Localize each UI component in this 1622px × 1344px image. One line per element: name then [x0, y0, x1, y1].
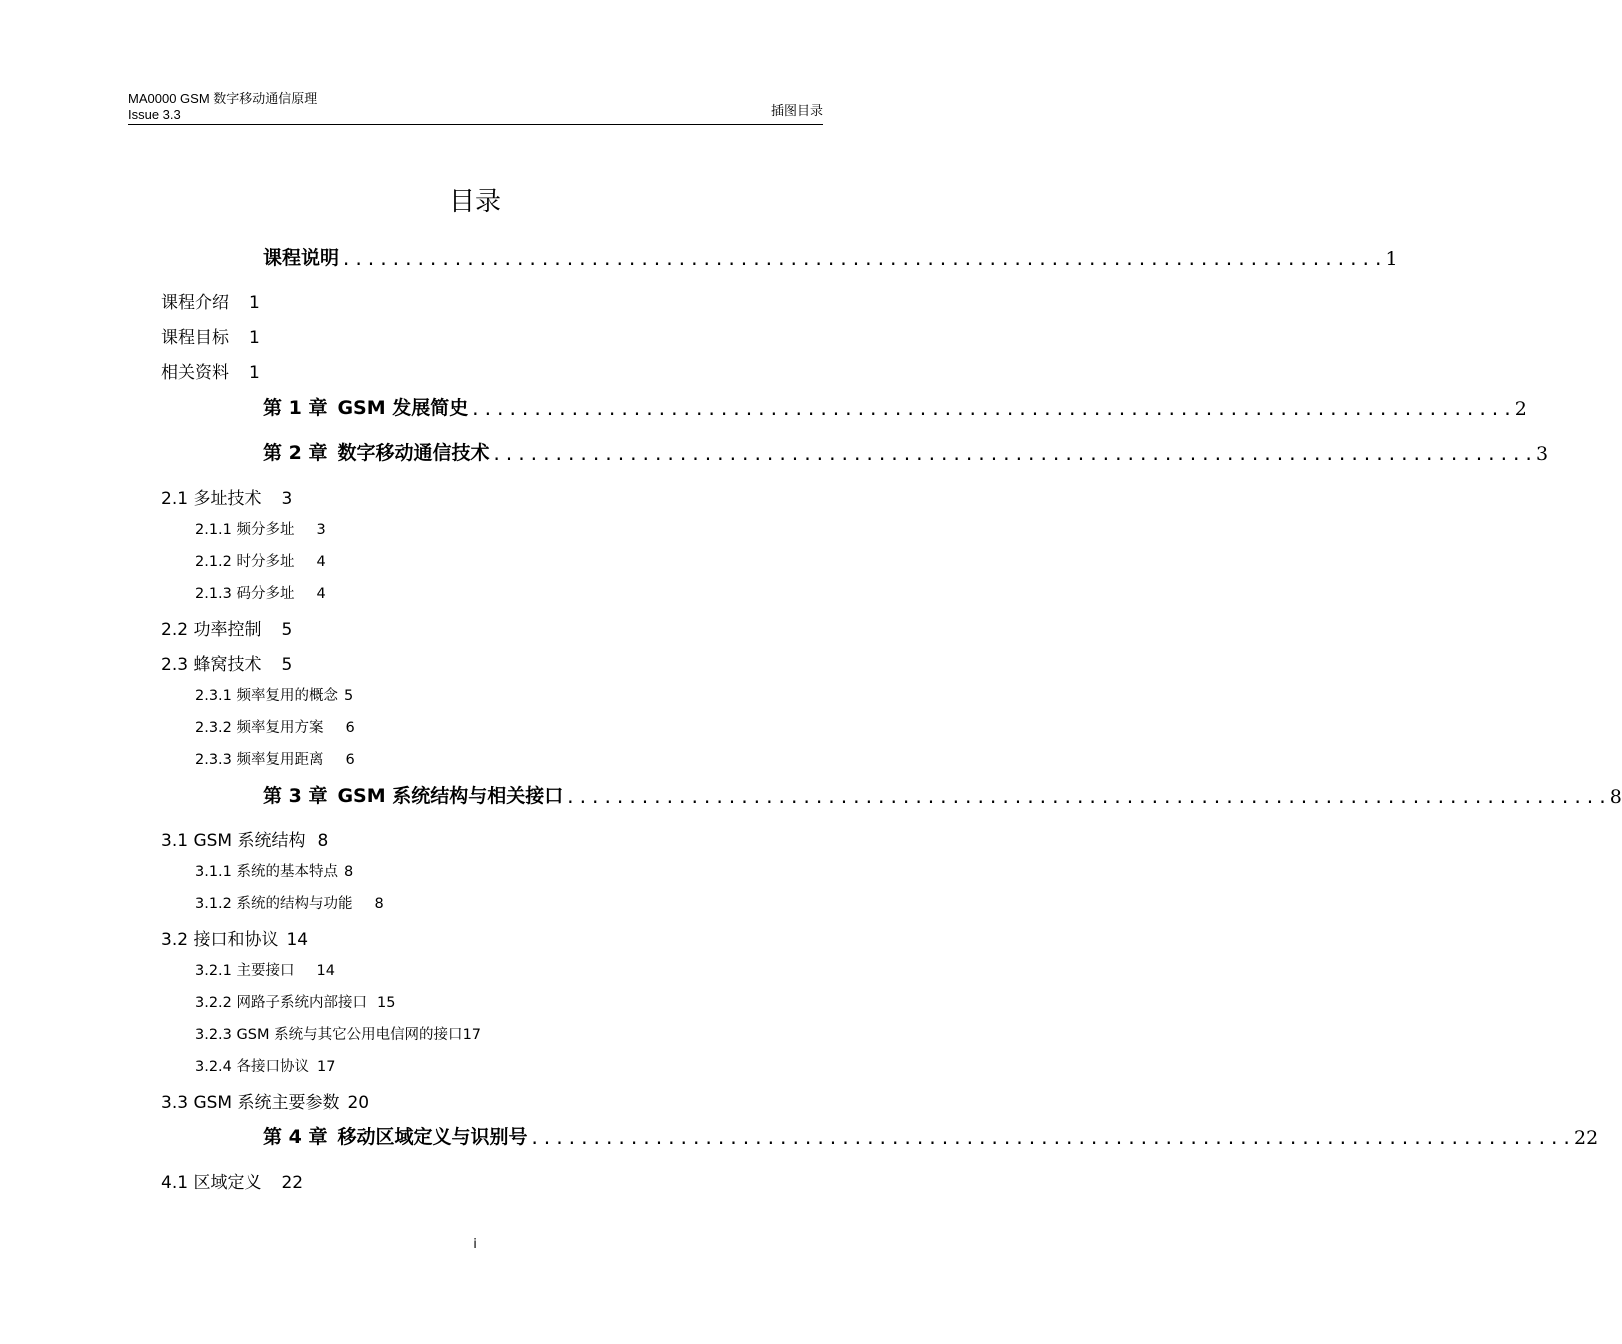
toc-entry-label: 3.1 GSM 系统结构	[161, 831, 306, 851]
dot-leader: ....................................................................................	[529, 1129, 1574, 1149]
toc-subentry[interactable]	[195, 716, 355, 737]
toc-main-label: GSM 发展简史	[337, 397, 469, 419]
section-label: 插图目录	[770, 104, 823, 119]
dot-leader: ....................................................................................	[341, 250, 1386, 270]
toc-entry-page: 1	[249, 328, 260, 348]
toc-entry[interactable]	[161, 484, 292, 509]
toc-main-entry[interactable]	[263, 435, 1549, 465]
toc-subentry-label: 2.1.1 频分多址	[195, 522, 295, 538]
toc-subentry[interactable]	[195, 959, 335, 980]
toc-subentry[interactable]	[195, 684, 353, 705]
dot-leader: ....................................................................................	[565, 788, 1610, 808]
toc-subentry-label: 2.3.3 频率复用距离	[195, 752, 324, 768]
toc-subentry-page: 6	[345, 720, 355, 736]
toc-entry[interactable]	[161, 650, 292, 675]
course-title: MA0000 GSM 数字移动通信原理	[128, 91, 318, 106]
toc-entry[interactable]	[161, 1088, 369, 1113]
toc-entry-label: 2.2 功率控制	[161, 620, 262, 640]
header-divider	[128, 124, 823, 125]
toc-entry-label: 3.3 GSM 系统主要参数	[161, 1093, 340, 1113]
toc-subentry[interactable]	[195, 1023, 481, 1044]
toc-subentry-page: 17	[317, 1059, 336, 1075]
toc-entry[interactable]	[161, 615, 292, 640]
toc-subentry[interactable]	[195, 748, 355, 769]
toc-main-label: GSM 系统结构与相关接口	[337, 785, 564, 807]
toc-main-label: 移动区域定义与识别号	[337, 1126, 528, 1148]
toc-entry[interactable]	[161, 323, 260, 348]
toc-entry[interactable]	[161, 925, 308, 950]
toc-subentry-label: 3.2.2 网路子系统内部接口	[195, 995, 368, 1011]
toc-subentry[interactable]	[195, 1055, 335, 1076]
toc-subentry-label: 2.3.1 频率复用的概念	[195, 688, 339, 704]
toc-main-label: 数字移动通信技术	[337, 442, 490, 464]
toc-main-page: 1	[1385, 248, 1398, 270]
toc-subentry-label: 3.2.1 主要接口	[195, 963, 295, 979]
toc-subentry-label: 3.1.2 系统的结构与功能	[195, 896, 353, 912]
toc-main-page: 2	[1514, 398, 1527, 420]
issue-label: Issue 3.3	[128, 107, 181, 122]
toc-subentry-label: 3.2.3 GSM 系统与其它公用电信网的接口	[195, 1027, 463, 1043]
toc-subentry[interactable]	[195, 892, 384, 913]
toc-main-page: 3	[1536, 443, 1549, 465]
toc-entry-label: 2.1 多址技术	[161, 489, 262, 509]
toc-entry-label: 课程介绍	[161, 293, 229, 313]
toc-entry-page: 22	[281, 1173, 304, 1193]
toc-subentry-page: 14	[316, 963, 335, 979]
page-number: i	[473, 1237, 477, 1252]
page-title: 目录	[448, 187, 501, 217]
toc-entry-label: 课程目标	[161, 328, 229, 348]
toc-subentry[interactable]	[195, 518, 326, 539]
toc-main-entry[interactable]	[263, 390, 1527, 420]
toc-subentry-page: 17	[462, 1027, 482, 1043]
chapter-number: 第 2 章	[263, 442, 328, 464]
chapter-number: 第 1 章	[263, 397, 328, 419]
toc-subentry-page: 3	[316, 522, 326, 538]
toc-entry[interactable]	[161, 288, 260, 313]
toc-entry-page: 5	[281, 620, 293, 640]
dot-leader: ....................................................................................	[470, 400, 1515, 420]
toc-subentry-page: 4	[316, 586, 326, 602]
toc-subentry-page: 8	[344, 864, 354, 880]
toc-subentry-page: 15	[377, 995, 396, 1011]
toc-entry[interactable]	[161, 358, 260, 383]
toc-entry-page: 20	[347, 1093, 370, 1113]
toc-entry-page: 8	[317, 831, 329, 851]
toc-entry-page: 3	[281, 489, 293, 509]
toc-entry-page: 1	[249, 363, 260, 383]
toc-subentry-page: 5	[344, 688, 354, 704]
toc-subentry-label: 2.1.2 时分多址	[195, 554, 295, 570]
toc-main-entry[interactable]	[263, 240, 1398, 270]
toc-subentry[interactable]	[195, 582, 326, 603]
toc-subentry-label: 3.2.4 各接口协议	[195, 1059, 310, 1075]
toc-main-page: 22	[1574, 1127, 1599, 1149]
toc-entry-label: 3.2 接口和协议	[161, 930, 279, 950]
toc-subentry-label: 3.1.1 系统的基本特点	[195, 864, 339, 880]
toc-entry-label: 相关资料	[161, 363, 229, 383]
toc-subentry-page: 8	[374, 896, 384, 912]
toc-main-label: 课程说明	[263, 247, 340, 269]
toc-entry[interactable]	[161, 826, 328, 851]
toc-main-page: 8	[1609, 786, 1622, 808]
toc-entry-page: 14	[286, 930, 309, 950]
toc-entry-label: 4.1 区域定义	[161, 1173, 262, 1193]
toc-entry-page: 1	[249, 293, 260, 313]
dot-leader: ....................................................................................	[491, 445, 1536, 465]
toc-entry-label: 2.3 蜂窝技术	[161, 655, 262, 675]
toc-subentry-page: 4	[316, 554, 326, 570]
toc-subentry-label: 2.1.3 码分多址	[195, 586, 295, 602]
toc-subentry-page: 6	[345, 752, 355, 768]
chapter-number: 第 4 章	[263, 1126, 328, 1148]
toc-entry-page: 5	[281, 655, 293, 675]
running-header	[128, 91, 317, 123]
toc-entry[interactable]	[161, 1168, 303, 1193]
toc-subentry[interactable]	[195, 991, 395, 1012]
toc-main-entry[interactable]	[263, 778, 1622, 808]
toc-main-entry[interactable]	[263, 1119, 1599, 1149]
chapter-number: 第 3 章	[263, 785, 328, 807]
toc-subentry[interactable]	[195, 550, 326, 571]
toc-subentry-label: 2.3.2 频率复用方案	[195, 720, 324, 736]
toc-subentry[interactable]	[195, 860, 353, 881]
